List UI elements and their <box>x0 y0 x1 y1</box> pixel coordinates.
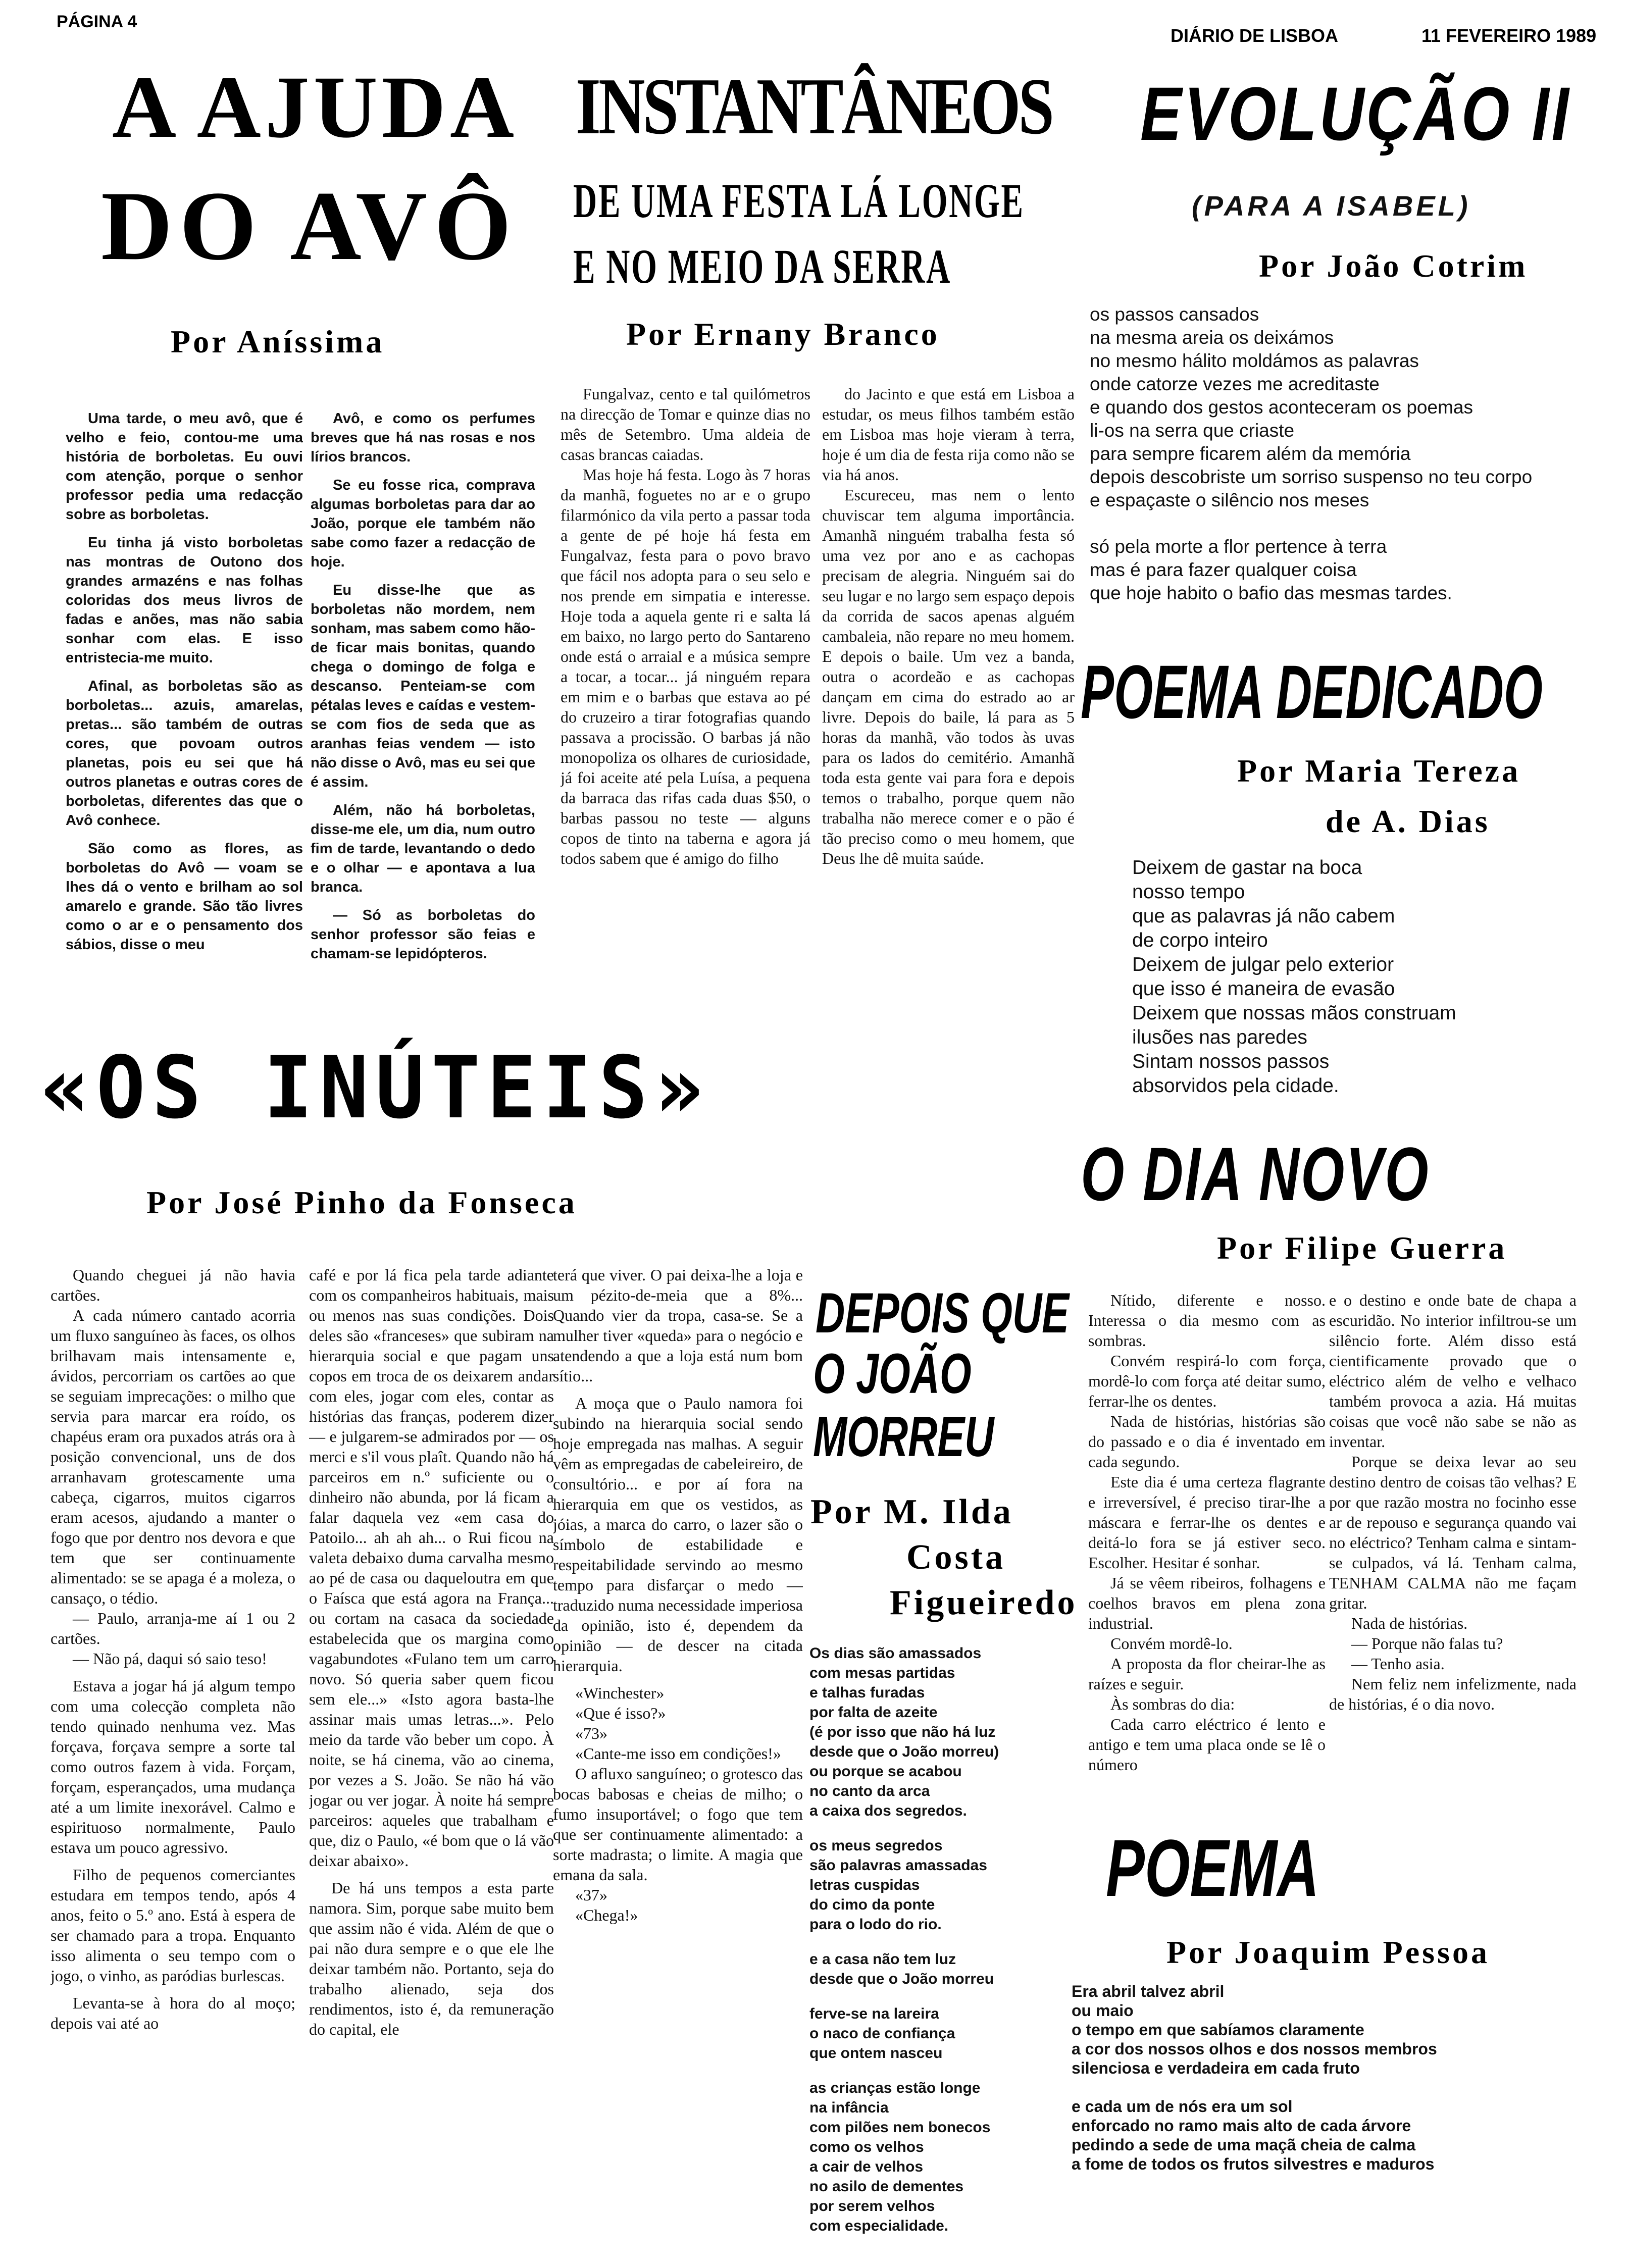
poem-line: ou porque se acabou <box>809 1763 962 1780</box>
poem-line: a cor dos nossos olhos e dos nossos membros <box>1072 2040 1437 2058</box>
poema-dedicado-byline-line2: de A. Dias <box>1326 803 1490 839</box>
paragraph: São como as flores, as borboletas do Avô — voam se lhes dá o vento e brilham ao sol amarelo e grande. São tão livres como o ar e o pensamento dos sábios, disse o meu <box>66 841 303 953</box>
poem-line: letras cuspidas <box>809 1877 920 1893</box>
poem-line: por serem velhos <box>809 2198 935 2214</box>
poem-line: com especialidade. <box>809 2218 949 2234</box>
paragraph: terá que viver. O pai deixa-lhe a loja e um pézito-de-meia que a 8%... Quando vier da tropa, casa-se. Se a mulher tiver «queda» para o negócio e atendendo a que a loja está num bom sítio... <box>553 1266 803 1385</box>
joao-title-line3: MORREU <box>813 1405 994 1468</box>
poem-line: de corpo inteiro <box>1132 930 1268 951</box>
poem-line: silenciosa e verdadeira em cada fruto <box>1072 2059 1360 2077</box>
poem-line: desde que o João morreu <box>809 1971 994 1987</box>
poem-line: enforcado no ramo mais alto de cada árvore <box>1072 2117 1411 2135</box>
paragraph: «Winchester» <box>575 1684 665 1702</box>
evolucao-poem <box>1090 303 1532 605</box>
poem-line: o tempo em que sabíamos claramente <box>1072 2021 1364 2039</box>
poem-line: que ontem nasceu <box>809 2045 943 2061</box>
paragraph: — Porque não falas tu? <box>1351 1634 1503 1653</box>
poem-line: pedindo a sede de uma maçã cheia de calma <box>1072 2136 1416 2154</box>
poem-line: os passos cansados <box>1090 304 1259 325</box>
paragraph: Quando cheguei já não havia cartões. <box>50 1266 295 1304</box>
paragraph: Eu disse-lhe que as borboletas não mordem, nem sonham, mas sabem como hão-de ficar mais bonitas, quando chega o domingo de folga e descanso. Penteiam-se com pétalas leves e caídas e vestem-se com fios de seda que as aranhas feias vendem — isto não disse o Avô, mas eu sei que é assim. <box>311 582 535 790</box>
paragraph: Filho de pequenos comerciantes estudara em tempos tendo, após 4 anos, feito o 5.º ano. Está à espera de ser chamado para a tropa. Enquanto isso alimenta o seu tempo com o jogo, o vinho, as paródias burlescas. <box>50 1866 295 1985</box>
poem-line: que as palavras já não cabem <box>1132 905 1395 927</box>
paragraph: A cada número cantado acorria um fluxo sanguíneo às faces, os olhos brilhavam mais intensamente e, ávidos, percorriam os cartões ao que se seguiam imprecações: o milho que servia para marcar era roído, os chapéus eram ora puxados atrás ora à posição convencional, uns de dos arranhavam grotescamente uma cabeça, cigarros, muitos cigarros eram acesos, ajudando a manter o fogo que por dentro nos devora e que tem que ser continuamente alimentado: se se apaga é a moleza, o cansaço, o tédio. <box>50 1306 295 1607</box>
poem-line: ou maio <box>1072 2001 1134 2020</box>
paragraph: Levanta-se à hora do al moço; depois vai até ao <box>50 1994 295 2032</box>
poem-line: e quando dos gestos aconteceram os poemas <box>1090 397 1473 418</box>
poem-line: e espaçaste o silêncio nos meses <box>1090 490 1369 510</box>
paragraph: — Não pá, daqui só saio teso! <box>73 1650 267 1668</box>
inuteis-column-1 <box>50 1265 295 2254</box>
joao-byline-line2: Costa <box>906 1538 1006 1577</box>
joao-title-line1: DEPOIS QUE <box>816 1281 1069 1345</box>
poem-line: na mesma areia os deixámos <box>1090 327 1334 348</box>
paragraph: Afinal, as borboletas são as borboletas... azuis, amarelas, pretas... são também de outras cores, que povoam outros planetas, pois eu sei que há outros planetas e outras cores de borboletas, diferentes das que o Avô conhece. <box>66 678 303 829</box>
poem-line: Deixem de julgar pelo exterior <box>1132 954 1394 975</box>
evolucao-byline: Por João Cotrim <box>1259 248 1528 284</box>
poem-line: Deixem que nossas mãos construam <box>1132 1002 1456 1024</box>
paragraph: Escureceu, mas nem o lento chuviscar tem alguma importância. Amanhã ninguém trabalha festa só uma vez por ano e as cachopas precisam de alegria. Ninguém sai do seu lugar e no largo sem espaço depois da corrida de sacos apenas alguém cambaleia, não repare no meu homem. E depois o baile. Um vez a banda, outra o acordeão e as cachopas dançam em cima do estrado ao ar livre. Depois do baile, lá para as 5 horas da manhã, vão todos às uvas para os lados do cemitério. Amanhã toda esta gente vai para fora e depois temos o trabalho, porque quem não trabalha não merece comer e o pão é tão preciso como o meu homem, que Deus lhe dê muita saúde. <box>822 486 1075 867</box>
ajuda-column-2 <box>311 409 535 1005</box>
evolucao-dedication: (PARA A ISABEL) <box>1192 190 1471 222</box>
poem-line: com pilões nem bonecos <box>809 2119 991 2136</box>
poema-dedicado-byline-line1: Por Maria Tereza <box>1237 753 1521 789</box>
poem-line: são palavras amassadas <box>809 1857 987 1874</box>
paragraph: Fungalvaz, cento e tal quilómetros na direcção de Tomar e quinze dias no mês de Setembro. Uma aldeia de casas brancas caiadas. <box>561 385 810 463</box>
ajuda-title-line2: DO AVÔ <box>101 171 519 281</box>
paragraph: Mas hoje há festa. Logo às 7 horas da manhã, foguetes no ar e o grupo filarmónico da vila perto a passar toda a gente de pé hoje há festa em Fungalvaz, festa para o povo bravo que fácil nos adopta para o seu selo e nos prende em simpatia e interesse. Hoje toda a aquela gente ri e salta lá em baixo, no largo perto do Santareno onde está o arraial e a música sempre a tocar, a tocar... já ninguém repara em mim e o barbas que estava ao pé do cruzeiro a tirar fotografias quando passava a procissão. O barbas já não monopoliza os olhares de curiosidade, já foi aceite até pela Luísa, a pequena da barraca das rifas cada duas $50, o barbas passou no teste — alguns copos de tinto na taberna e agora já todos sabem que é amigo do filho <box>561 466 810 867</box>
paragraph: O afluxo sanguíneo; o grotesco das bocas babosas e cheias de milho; o fumo insuportável; o fogo que tem que ser continuamente alimentado: a sorte madrasta; o limite. A magia que emana da sala. <box>553 1765 803 1884</box>
poem-line: no canto da arca <box>809 1783 930 1799</box>
poem-line: absorvidos pela cidade. <box>1132 1075 1339 1097</box>
evolucao-title: EVOLUÇÃO II <box>1140 71 1571 156</box>
newspaper-name: DIÁRIO DE LISBOA <box>1171 25 1339 46</box>
poem-line: como os velhos <box>809 2139 924 2155</box>
poem-line: no mesmo hálito moldámos as palavras <box>1090 350 1419 371</box>
poem-line: só pela morte a flor pertence à terra <box>1090 536 1387 557</box>
poem-line: Era abril talvez abril <box>1072 1982 1225 2000</box>
poema-dedicado-title: POEMA DEDICADO <box>1081 649 1543 734</box>
paragraph: Uma tarde, o meu avô, que é velho e feio, contou-me uma história de borboletas. Eu ouvi com atenção, porque o senhor professor pedia uma redacção sobre as borboletas. <box>66 410 303 523</box>
poem-line: e talhas furadas <box>809 1684 925 1701</box>
poem-line: e a casa não tem luz <box>809 1951 956 1968</box>
poem-line: Os dias são amassados <box>809 1645 982 1662</box>
poem-line: a caixa dos segredos. <box>809 1802 967 1819</box>
poem-line: onde catorze vezes me acreditaste <box>1090 374 1380 394</box>
instantaneos-byline: Por Ernany Branco <box>626 316 940 352</box>
paragraph: Eu tinha já visto borboletas nas montras de Outono dos grandes armazéns e nas folhas coloridas dos meus livros de fadas e anões, mas não sabia sonhar com elas. E isso entristecia-me muito. <box>66 535 303 666</box>
paragraph: e o destino e onde bate de chapa a escuridão. No interior infiltrou-se um silêncio forte. Além disso está cientificamente provado que o eléctrico além de velho e velhaco também provoca a azia. Há muitas coisas que você não sabe se não as inventar. <box>1329 1291 1577 1451</box>
instantaneos-subtitle-line2: E NO MEIO DA SERRA <box>573 239 951 293</box>
poem-line: e cada um de nós era um sol <box>1072 2097 1293 2116</box>
poem-line: para o lodo do rio. <box>809 1916 942 1933</box>
paragraph: café e por lá fica pela tarde adiante com os companheiros habituais, mais ou menos nas suas condições. Dois deles são «franceses» que subiram na hierarquia social e que pagam uns copos em troca de os deixarem andar com eles, jogar com eles, contar as histórias das franças, poderem dizer — e julgarem-se admirados por — os merci e s'il vous plaît. Quando não há parceiros em n.º suficiente ou o dinheiro não abunda, por lá ficam a falar daquela vez «em casa do Patoilo... ah ah ah... o Rui ficou na valeta debaixo duma carvalha mesmo ao pé de casa ou daqueloutra em que o Faísca que está agora na França... ou cortam na casaca da sociedade estabelecida que os margina como vagabundotes «Fulano tem um carro novo. Só queria saber quem ficou sem ele...» «Isto agora basta-lhe assinar mais umas letras...». Pelo meio da tarde vão beber um copo. À noite, se há cinema, vão ao cinema, por vezes a S. João. Se não há vão jogar ou ver jogar. À noite há sempre parceiros: aqueles que trabalham e que, diz o Paulo, «é bom que o lá vão deixar abaixo». <box>309 1266 554 1870</box>
poem-line: ilusões nas paredes <box>1132 1026 1307 1048</box>
inuteis-column-3 <box>553 1265 803 2254</box>
poem-line: para sempre ficarem além da memória <box>1090 443 1411 464</box>
paragraph: Nem feliz nem infelizmente, nada de histórias, é o dia novo. <box>1329 1675 1577 1713</box>
joao-poem <box>809 1643 999 2236</box>
poem-line: o naco de confiança <box>809 2025 955 2042</box>
paragraph: Nítido, diferente e nosso. Interessa o dia mesmo com as sombras. <box>1088 1291 1326 1350</box>
inuteis-column-2 <box>309 1265 554 2254</box>
paragraph: — Paulo, arranja-me aí 1 ou 2 cartões. <box>50 1609 295 1647</box>
paragraph: Este dia é uma certeza flagrante e irreversível, é preciso tirar-lhe a máscara e ferrar-lhe os dentes e deitá-lo fora se já estiver seco. Escolher. Hesitar é sonhar. <box>1088 1473 1326 1572</box>
paragraph: Nada de histórias. <box>1351 1614 1468 1632</box>
poem-line: que isso é maneira de evasão <box>1132 978 1395 1000</box>
paragraph: A proposta da flor cheirar-lhe as raízes e seguir. <box>1088 1655 1326 1693</box>
poem-line: Deixem de gastar na boca <box>1132 857 1362 879</box>
paragraph: «Cante-me isso em condições!» <box>575 1744 781 1763</box>
poem-line: (é por isso que não há luz <box>809 1724 996 1740</box>
paragraph: Além, não há borboletas, disse-me ele, um dia, num outro fim de tarde, levantando o dedo e o olhar — e apontava a lua branca. <box>311 802 535 895</box>
paragraph: «37» <box>575 1886 607 1904</box>
paragraph: Convém respirá-lo com força, mordê-lo com força até deitar sumo, ferrar-lhe os dentes. <box>1088 1352 1326 1410</box>
paragraph: Convém mordê-lo. <box>1110 1634 1233 1653</box>
paragraph: Se eu fosse rica, comprava algumas borboletas para dar ao João, porque ele também não sabe como fazer a redacção de hoje. <box>311 477 535 570</box>
poem-line: li-os na serra que criaste <box>1090 420 1295 441</box>
poem-line: depois descobriste um sorriso suspenso no teu corpo <box>1090 467 1533 487</box>
joao-byline-line3: Figueiredo <box>890 1583 1078 1622</box>
poem-line: ferve-se na lareira <box>809 2005 939 2022</box>
poema-dedicado-poem <box>1132 856 1456 1098</box>
dia-novo-title: O DIA NOVO <box>1081 1131 1430 1216</box>
instantaneos-column-1 <box>561 384 810 1005</box>
poem-line: mas é para fazer qualquer coisa <box>1090 559 1357 580</box>
paragraph: Nada de histórias, histórias são do passado e o dia é inventado em cada segundo. <box>1088 1412 1326 1471</box>
poem-line: a fome de todos os frutos silvestres e maduros <box>1072 2155 1435 2173</box>
paragraph: Às sombras do dia: <box>1110 1695 1235 1713</box>
issue-date: 11 FEVEREIRO 1989 <box>1421 25 1597 46</box>
poem-line: com mesas partidas <box>809 1665 955 1681</box>
poem-line: na infância <box>809 2099 889 2116</box>
dia-novo-byline: Por Filipe Guerra <box>1217 1230 1507 1266</box>
paragraph: Cada carro eléctrico é lento e antigo e tem uma placa onde se lê o número <box>1088 1715 1326 1774</box>
inuteis-byline: Por José Pinho da Fonseca <box>146 1184 577 1220</box>
paragraph: «Que é isso?» <box>575 1704 666 1722</box>
ajuda-title-line1: A AJUDA <box>112 58 519 157</box>
poem-line: por falta de azeite <box>809 1704 938 1721</box>
instantaneos-column-2 <box>822 384 1075 1005</box>
instantaneos-title: INSTANTÂNEOS <box>576 61 1052 151</box>
dia-novo-column-1 <box>1088 1290 1326 1775</box>
paragraph: — Só as borboletas do senhor professor são feias e chamam-se lepidópteros. <box>311 907 535 962</box>
paragraph: Porque se deixa levar ao seu destino dentro de coisas tão velhas? E por que razão mostra no focinho esse ar de repouso e segurança quando vai no eléctrico? Tenham calma e sintam-se culpados, vá lá. Tenham calma, TENHAM CALMA não me façam gritar. <box>1329 1453 1577 1612</box>
instantaneos-subtitle-line1: DE UMA FESTA LÁ LONGE <box>573 174 1025 228</box>
paragraph: Já se vêem ribeiros, folhagens e coelhos bravos em plena zona industrial. <box>1088 1574 1326 1632</box>
ajuda-column-1 <box>66 409 303 1005</box>
joao-title-line2: O JOÃO <box>813 1342 972 1405</box>
poem-line: as crianças estão longe <box>809 2080 981 2096</box>
poem-line: a cair de velhos <box>809 2158 924 2175</box>
paragraph: A moça que o Paulo namora foi subindo na hierarquia social sendo hoje empregada nas malhas. A seguir vêm as empregadas de cabeleireiro, de consultório... e por aí fora na hierarquia em que os vestidos, as jóias, a marca do carro, o lazer são o símbolo de estabilidade e respeitabilidade servindo ao mesmo tempo para disfarçar o medo — traduzido numa necessidade imperiosa da opinião, isto é, dependem da opinião — de descer na citada hierarquia. <box>553 1394 803 1675</box>
paragraph: Avô, e como os perfumes breves que há nas rosas e nos lírios brancos. <box>311 410 535 465</box>
page-number: PÁGINA 4 <box>57 12 137 31</box>
paragraph: Estava a jogar há já algum tempo com uma colecção completa não tendo quinado nenhuma vez. Mas forçava, forçava sempre a sorte tal como outros fazem à vida. Forçam, forçam, esperançados, uma mudança até a um limite inexorável. Calmo e espirituoso normalmente, Paulo estava um pouco agressivo. <box>50 1677 295 1857</box>
poem-line: que hoje habito o bafio das mesmas tardes. <box>1090 583 1452 603</box>
paragraph: De há uns tempos a esta parte namora. Sim, porque sabe muito bem que assim não é vida. Além de que o pai não dura sempre e o que ele lhe deixar também não. Portanto, seja do trabalho alienado, seja dos rendimentos, isto é, da remuneração do capital, ele <box>309 1879 554 2038</box>
paragraph: do Jacinto e que está em Lisboa a estudar, os meus filhos também estão em Lisboa mas hoje vieram à terra, hoje é um dia de festa rija como não se via há anos. <box>822 385 1075 484</box>
paragraph: «73» <box>575 1724 607 1742</box>
paragraph: «Chega!» <box>575 1906 638 1924</box>
ajuda-byline: Por Aníssima <box>171 324 385 359</box>
joao-byline-line1: Por M. Ilda <box>810 1492 1013 1531</box>
poema-pessoa-byline: Por Joaquim Pessoa <box>1166 1934 1490 1970</box>
inuteis-title: «OS INÚTEIS» <box>40 1038 710 1138</box>
poem-line: os meus segredos <box>809 1837 943 1854</box>
poem-line: do cimo da ponte <box>809 1896 935 1913</box>
poema-pessoa-title: POEMA <box>1106 1823 1319 1913</box>
poem-line: desde que o João morreu) <box>809 1743 999 1760</box>
paragraph: — Tenho asia. <box>1351 1655 1445 1673</box>
poem-line: nosso tempo <box>1132 881 1245 903</box>
poema-pessoa-poem <box>1072 1982 1437 2174</box>
dia-novo-column-2 <box>1329 1290 1577 1775</box>
poem-line: Sintam nossos passos <box>1132 1051 1330 1072</box>
poem-line: no asilo de dementes <box>809 2178 964 2195</box>
